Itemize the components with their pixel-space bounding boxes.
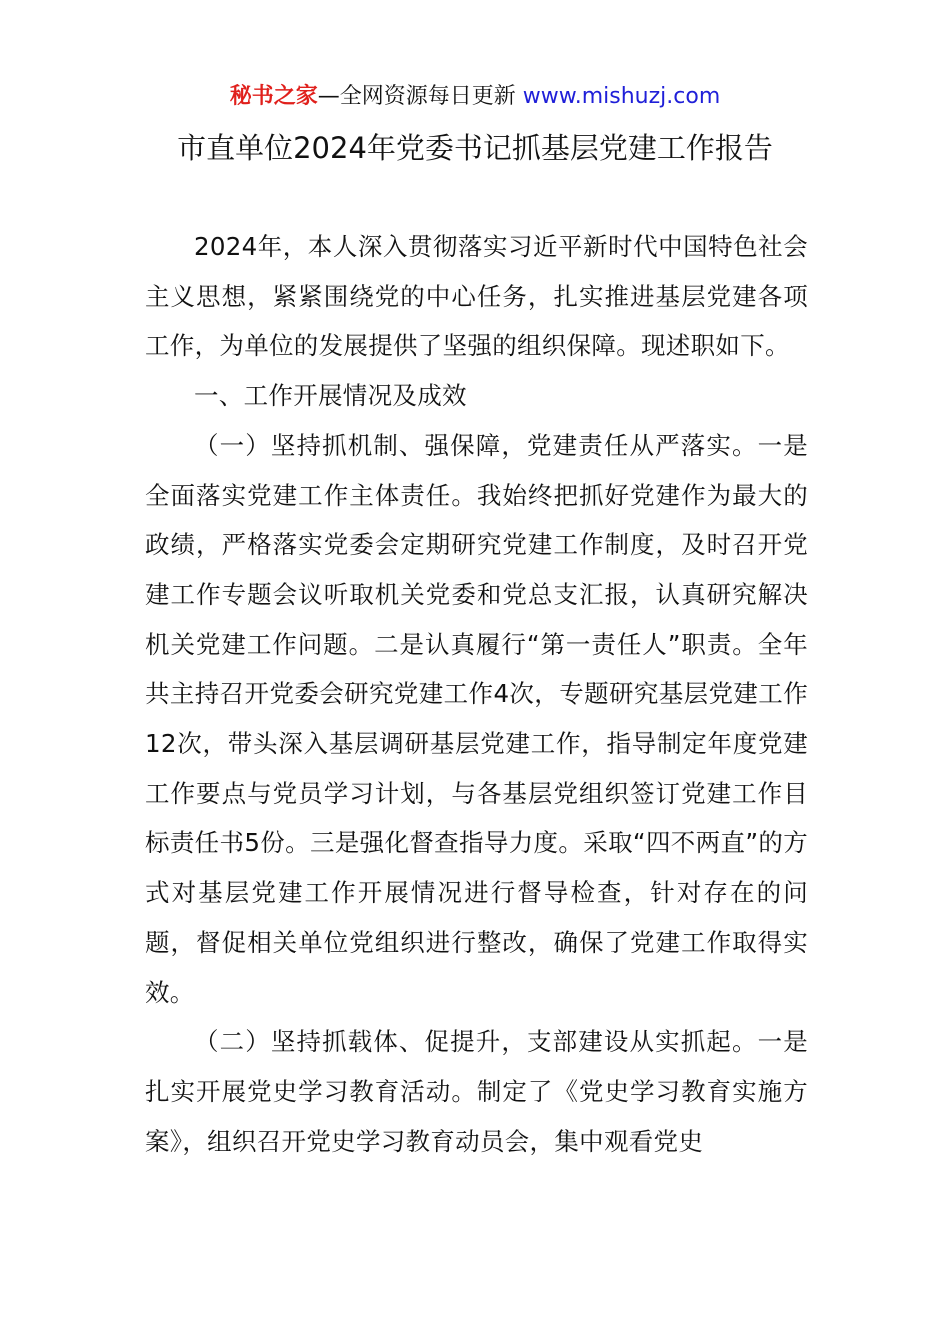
section-heading: 一、工作开展情况及成效 [194,381,467,411]
intro-paragraph: 2024年，本人深入贯彻落实习近平新时代中国特色社会主义思想，紧紧围绕党的中心任务，扎实推进基层党建各项工作，为单位的发展提供了坚强的组织保障。现述职如下。 [145,232,808,361]
subsection-paragraph-2: （二）坚持抓载体、促提升，支部建设从实抓起。一是扎实开展党史学习教育活动。制定了《党史学习教育实施方案》，组织召开党史学习教育动员会，集中观看党史 [145,1027,808,1156]
subsection-paragraph-1: （一）坚持抓机制、强保障，党建责任从严落实。一是全面落实党建工作主体责任。我始终把抓好党建作为最大的政绩，严格落实党委会定期研究党建工作制度，及时召开党建工作专题会议听取机关党委和党总支汇报，认真研究解决机关党建工作问题。二是认真履行“第一责任人”职责。全年共主持召开党委会研究党建工作4次，专题研究基层党建工作12次，带头深入基层调研基层党建工作，指导制定年度党建工作要点与党员学习计划，与各基层党组织签订党建工作目标责任书5份。三是强化督查指导力度。采取“四不两直”的方式对基层党建工作开展情况进行督导检查，针对存在的问题，督促相关单位党组织进行整改，确保了党建工作取得实效。 [145,430,808,1007]
document-title: 市直单位2024年党委书记抓基层党建工作报告 [177,131,773,165]
document-body [145,222,808,1166]
brand-name: 秘书之家 [229,84,318,109]
site-header [0,80,950,114]
header-tagline: —全网资源每日更新 [317,84,523,109]
site-url-link[interactable]: www.mishuzj.com [522,84,721,109]
